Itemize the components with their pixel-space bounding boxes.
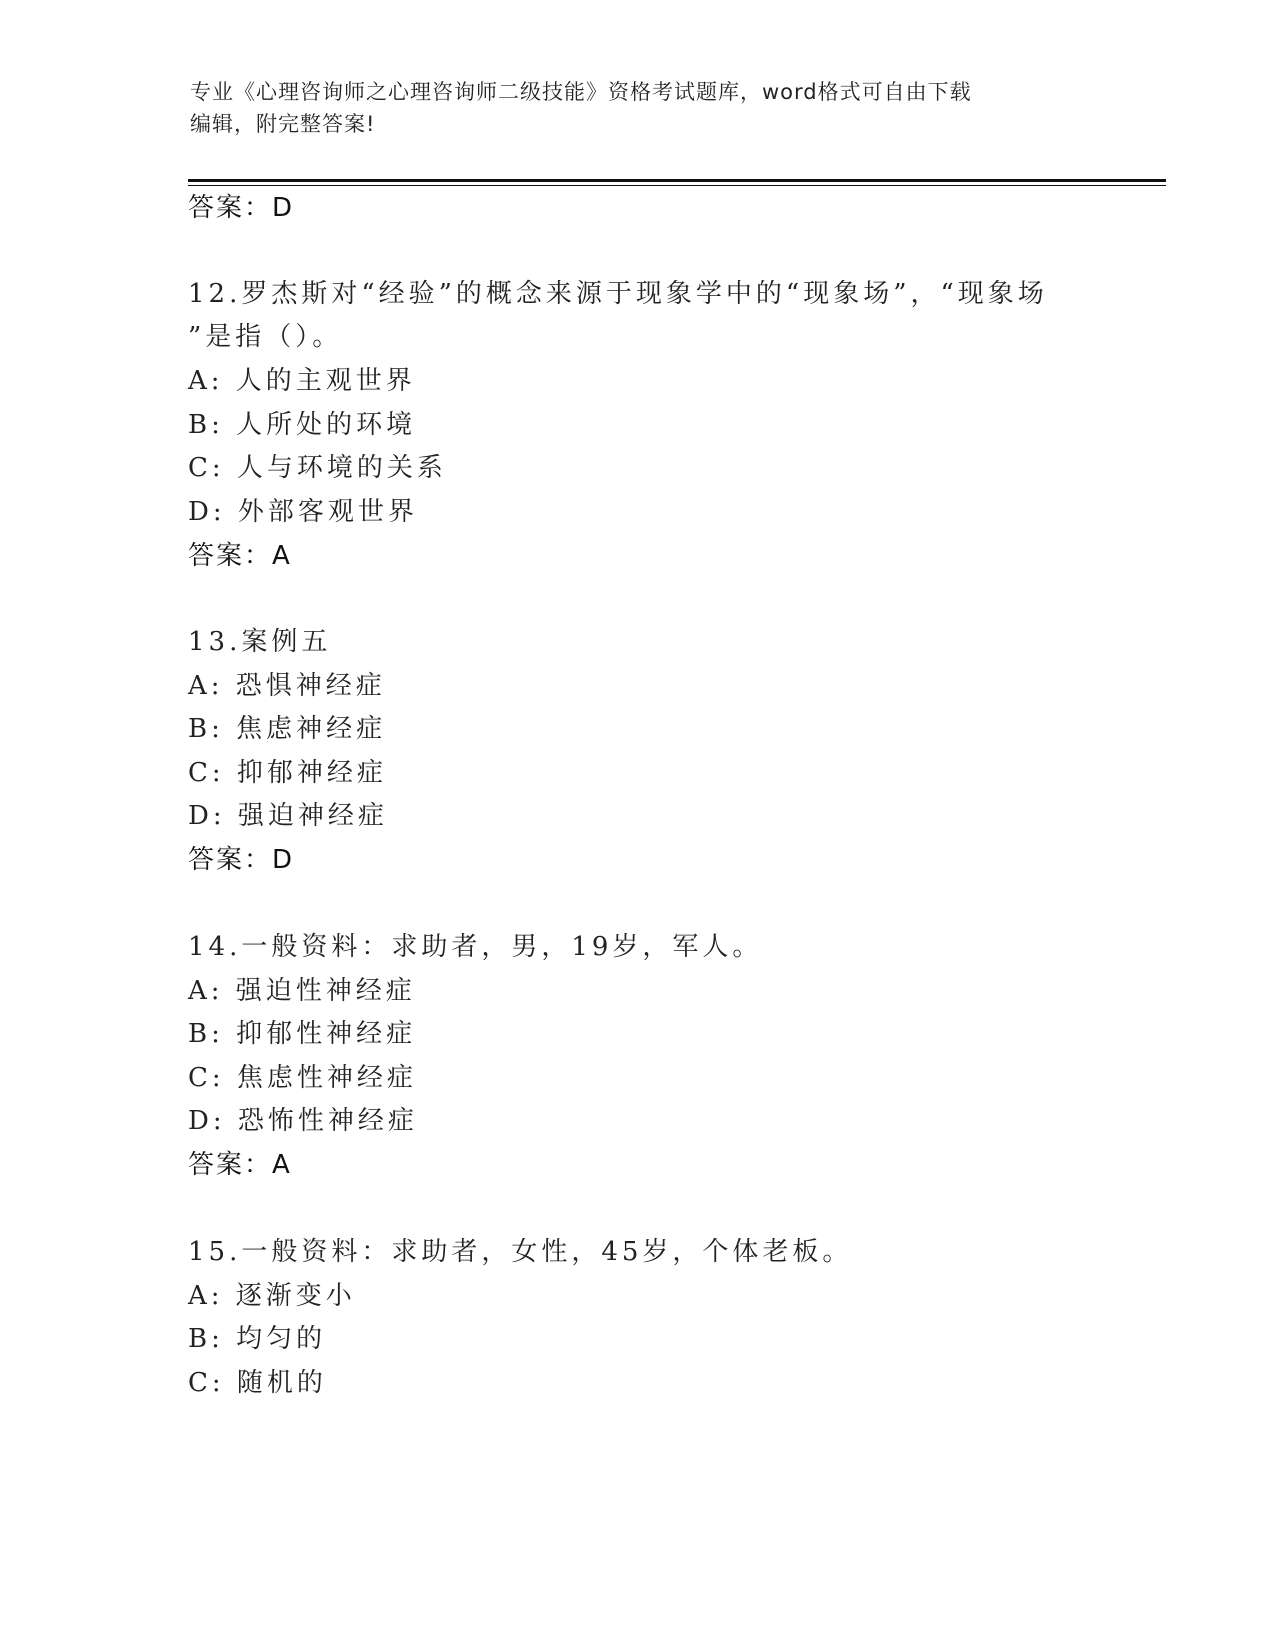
question-12-option-d: D: 外部客观世界 [188, 497, 418, 527]
question-15-option-a: A: 逐渐变小 [188, 1281, 356, 1311]
question-13-option-d: D: 强迫神经症 [188, 801, 388, 831]
question-12-stem-line-1: 12.罗杰斯对“经验”的概念来源于现象学中的“现象场”，“现象场 [188, 279, 1048, 309]
question-13-stem: 13.案例五 [188, 627, 332, 657]
question-15-option-b: B: 均匀的 [188, 1324, 327, 1354]
question-15-stem: 15.一般资料：求助者，女性，45岁，个体老板。 [188, 1237, 853, 1267]
question-14-answer: 答案：A [188, 1150, 292, 1180]
question-14-option-b: B: 抑郁性神经症 [188, 1019, 417, 1049]
header-divider-thick [188, 179, 1166, 182]
header-line-1: 专业《心理咨询师之心理咨询师二级技能》资格考试题库，word格式可自由下载 [190, 80, 972, 104]
question-12-answer: 答案：A [188, 541, 292, 571]
question-13-option-c: C: 抑郁神经症 [188, 758, 387, 788]
question-12-option-b: B: 人所处的环境 [188, 410, 417, 440]
question-13-option-a: A: 恐惧神经症 [188, 671, 386, 701]
question-15-option-c: C: 随机的 [188, 1368, 327, 1398]
header-divider-thin [188, 185, 1166, 186]
question-14-option-c: C: 焦虑性神经症 [188, 1063, 417, 1093]
question-14-option-d: D: 恐怖性神经症 [188, 1106, 418, 1136]
question-14-stem: 14.一般资料：求助者，男，19岁，军人。 [188, 932, 763, 962]
question-12-option-a: A: 人的主观世界 [188, 366, 416, 396]
document-header [190, 76, 1090, 140]
question-14-option-a: A: 强迫性神经症 [188, 976, 416, 1006]
question-12-stem-line-2: ”是指（）。 [188, 322, 343, 352]
previous-answer: 答案：D [188, 193, 295, 223]
question-13-answer: 答案：D [188, 845, 295, 875]
question-13-option-b: B: 焦虑神经症 [188, 714, 387, 744]
header-line-2: 编辑，附完整答案! [190, 112, 376, 136]
question-12-option-c: C: 人与环境的关系 [188, 453, 447, 483]
